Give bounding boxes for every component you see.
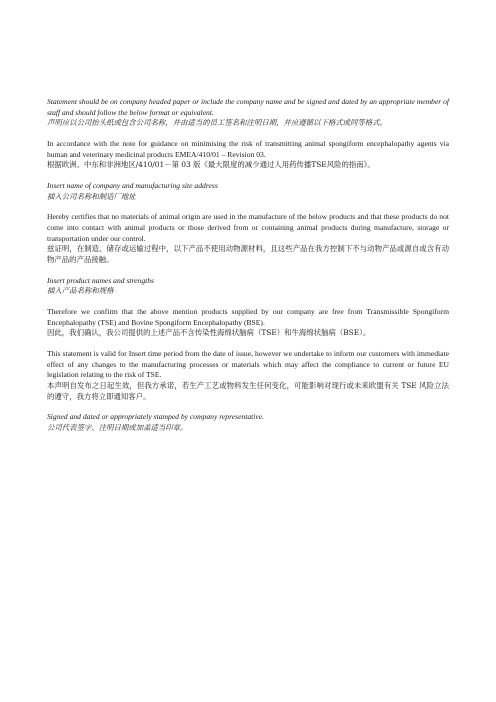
- certification-paragraph: [47, 212, 449, 265]
- signature-instruction-paragraph: [47, 412, 449, 433]
- instruction-paragraph: [47, 97, 449, 129]
- confirmation-paragraph: [47, 307, 449, 339]
- document-page: [47, 97, 449, 444]
- validity-text-en: This statement is valid for Insert time period from the date of issue, however we undertake to inform our customers with immediate effect of any changes to the manufacturing processes or materials which may affect the compliance to current or future EU legislation relating to the risk of TSE.: [47, 349, 449, 380]
- guidance-reference-text-zh: 根据欧洲、中东和非洲地区/410/01－第 03 版《最大限度的减少通过人用药传播TSE风险的指南》。: [47, 160, 375, 170]
- product-placeholder-text-zh: 插入产品名称和规格: [47, 286, 114, 296]
- confirmation-text-zh: 因此，我们确认，我公司提供的上述产品不含传染性海绵状脑病（TSE）和牛海绵状脑病（BSE）。: [47, 328, 371, 338]
- certification-text-en: Hereby certifies that no materials of animal origin are used in the manufacture of the below products and that these products do not come into contact with animal products or those derived from or containing animal products during manufacture, storage or transportation under our control.: [47, 212, 449, 243]
- confirmation-text-en: Therefore we confirm that the above mention products supplied by our company are free from Transmissible Spongiform Encephalopathy (TSE) and Bovine Spongiform Encephalopathy (BSE).: [47, 307, 449, 327]
- signature-instruction-text-zh: 公司代表签字、注明日期或加盖适当印章。: [47, 423, 188, 433]
- instruction-text-zh: 声明应以公司抬头纸或包含公司名称，并由适当的员工签名和注明日期，并应遵循以下格式或同等格式。: [47, 118, 387, 128]
- guidance-reference-text-en: In accordance with the note for guidance on minimising the risk of transmitting animal spongiform encephalopathy agents via human and veterinary medicinal products EMEA/410/01 – Revision 03.: [47, 138, 449, 159]
- guidance-reference-paragraph: [47, 139, 449, 171]
- product-placeholder-paragraph: [47, 276, 449, 297]
- instruction-text-en: Statement should be on company headed paper or include the company name and be signed and dated by an appropriate member of staff and should follow the below format or equivalent.: [47, 97, 449, 117]
- company-placeholder-text-zh: 插入公司名称和制造厂地址: [47, 191, 136, 201]
- company-placeholder-paragraph: [47, 181, 449, 202]
- validity-paragraph: [47, 349, 449, 402]
- company-placeholder-text-en: Insert name of company and manufacturing site address: [47, 180, 218, 190]
- signature-instruction-text-en: Signed and dated or appropriately stamped by company representative.: [47, 412, 265, 422]
- validity-text-zh: 本声明自发布之日起生效，但我方承诺，若生产工艺或物料发生任何变化，可能影响对现行或未来欧盟有关 TSE 风险立法的遵守，我方将立即通知客户。: [47, 380, 449, 401]
- certification-text-zh: 兹证明，在制造、储存或运输过程中，以下产品不使用动物源材料，且这些产品在我方控制下不与动物产品或源自或含有动物产品的产品接触。: [47, 244, 449, 264]
- product-placeholder-text-en: Insert product names and strengths: [47, 275, 155, 285]
